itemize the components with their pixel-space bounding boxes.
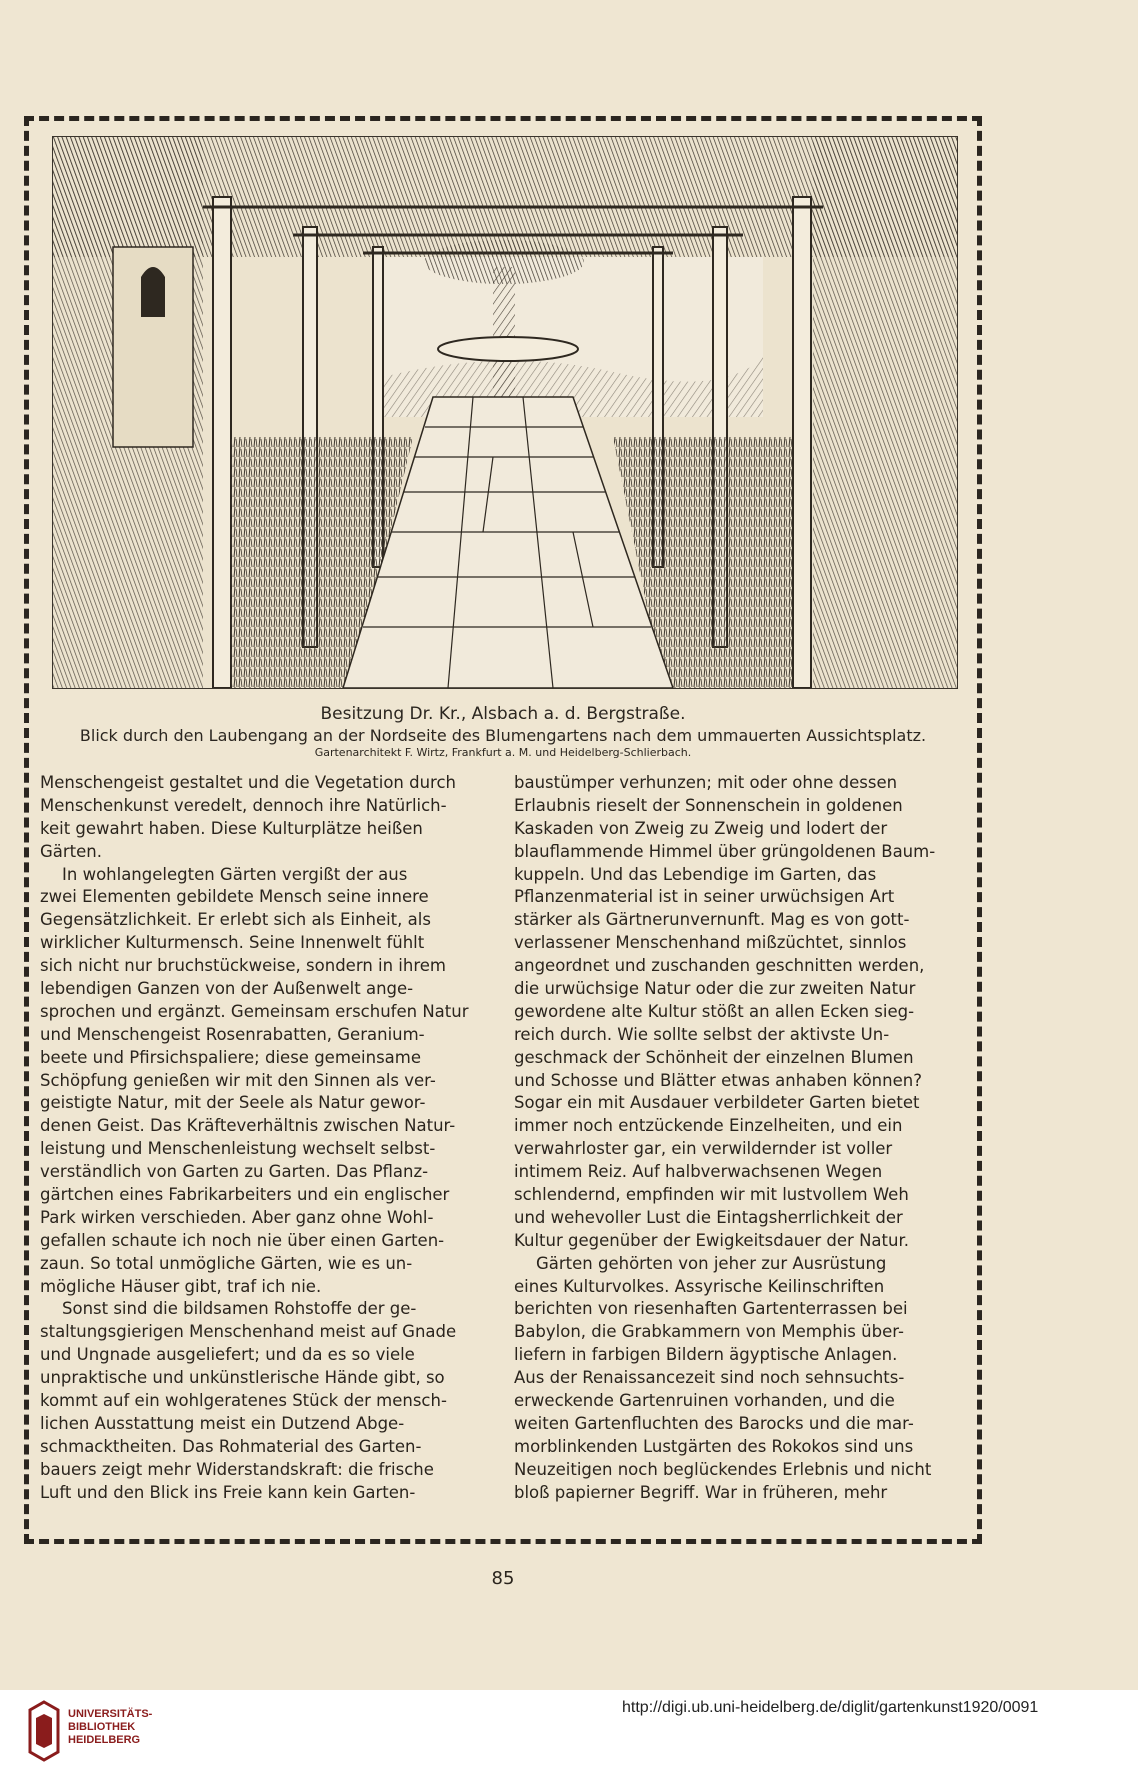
text-line: wirklicher Kulturmensch. Seine Innenwelt fühlt [40,933,425,953]
text-line: reich durch. Wie sollte selbst der aktivste Un- [514,1024,890,1044]
text-line: zwei Elementen gebildete Mensch seine innere [40,887,429,907]
page-number: 85 [491,1568,515,1589]
text-line: Kultur gegenüber der Ewigkeitsdauer der Natur. [514,1230,909,1250]
text-line: angeordnet und zuschanden geschnitten werden, [514,956,925,976]
text-line: baustümper verhunzen; mit oder ohne dessen [514,773,898,792]
text-column-right [514,772,954,1505]
text-line: gärtchen eines Fabrikarbeiters und ein englischer [40,1185,450,1205]
text-line: immer noch entzückende Einzelheiten, und ein [514,1116,903,1136]
text-line: Gärten gehörten von jeher zur Ausrüstung [536,1253,887,1273]
text-line: Babylon, die Grabkammern von Memphis über- [514,1322,904,1342]
text-line: weiten Gartenfluchten des Barocks und die mar- [514,1413,914,1433]
library-name-line: HEIDELBERG [68,1734,141,1746]
library-logo-icon [28,1700,60,1762]
text-line: Aus der Renaissancezeit sind noch sehnsuchts- [514,1368,905,1388]
text-line: und Schosse und Blätter etwas anhaben können? [514,1070,922,1090]
text-line: Park wirken verschieden. Aber ganz ohne Wohl- [40,1207,434,1227]
text-line: Gegensätzlichkeit. Er erlebt sich als Einheit, als [40,910,431,930]
text-line: gefallen schaute ich noch nie über einen Garten- [40,1230,445,1250]
text-line: die urwüchsige Natur oder die zur zweiten Natur [514,979,916,999]
caption-credit: Gartenarchitekt F. Wirtz, Frankfurt a. M. und Heidelberg-Schlierbach. [314,746,692,759]
text-line: bauers zeigt mehr Widerstandskraft: die frische [40,1459,434,1479]
text-line: zaun. So total unmögliche Gärten, wie es un- [40,1253,413,1273]
text-line: geistigte Natur, mit der Seele als Natur gewor- [40,1093,426,1113]
library-name [68,1708,152,1747]
text-line: berichten von riesenhaften Gartenterrassen bei [514,1299,908,1319]
text-line: und Menschengeist Rosenrabatten, Geranium- [40,1024,425,1044]
text-line: morblinkenden Lustgärten des Rokokos sind uns [514,1436,914,1456]
text-line: geschmack der Schönheit der einzelnen Blumen [514,1047,914,1067]
text-line: lebendigen Ganzen von der Außenwelt ange- [40,979,414,999]
pergola-illustration [52,136,958,689]
text-line: gewordene alte Kultur stößt an allen Ecken sieg- [514,1001,915,1021]
text-line: erweckende Gartenruinen vorhanden, und die [514,1391,895,1411]
text-line: blauflammende Himmel über grüngoldenen Baum- [514,841,936,861]
text-line: mögliche Häuser gibt, traf ich nie. [40,1276,322,1296]
text-line: verständlich von Garten zu Garten. Das Pflanz- [40,1162,429,1182]
text-line: bloß papierner Begriff. War in früheren, mehr [514,1482,888,1502]
source-url-link[interactable]: http://digi.ub.uni-heidelberg.de/diglit/gartenkunst1920/0091 [622,1699,1039,1716]
text-line: unpraktische und unkünstlerische Hände gibt, so [40,1368,445,1388]
text-line: Kaskaden von Zweig zu Zweig und lodert der [514,818,888,838]
text-line: Erlaubnis rieselt der Sonnenschein in goldenen [514,795,903,815]
text-line: und Ungnade ausgeliefert; und da es so viele [40,1345,415,1365]
text-line: staltungsgierigen Menschenhand meist auf Gnade [40,1322,457,1342]
text-line: eines Kulturvolkes. Assyrische Keilinschriften [514,1276,885,1296]
text-line: liefern in farbigen Bildern ägyptische Anlagen. [514,1345,898,1365]
text-line: kommt auf ein wohlgeratenes Stück der mensch- [40,1391,447,1411]
text-line: In wohlangelegten Gärten vergißt der aus [62,864,408,884]
text-line: Gärten. [40,841,103,861]
text-line: intimem Reiz. Auf halbverwachsenen Wegen [514,1162,883,1182]
library-name-line: UNIVERSITÄTS- [68,1708,153,1720]
text-line: sprochen und ergänzt. Gemeinsam erschufen Natur [40,1001,469,1021]
text-line: Sonst sind die bildsamen Rohstoffe der ge- [62,1299,417,1319]
library-name-line: BIBLIOTHEK [68,1721,136,1733]
text-line: Luft und den Blick ins Freie kann kein Garten- [40,1482,416,1502]
text-line: schlendernd, empfinden wir mit lustvollem Weh [514,1185,909,1205]
text-line: verlassener Menschenhand mißzüchtet, sinnlos [514,933,907,953]
caption-title: Besitzung Dr. Kr., Alsbach a. d. Bergstraße. [320,704,686,724]
text-line: stärker als Gärtnerunvernunft. Mag es von gott- [514,910,910,930]
text-line: und wehevoller Lust die Eintagsherrlichkeit der [514,1207,903,1227]
text-line: kuppeln. Und das Lebendige im Garten, das [514,864,877,884]
text-line: lichen Ausstattung meist ein Dutzend Abge- [40,1413,405,1433]
text-line: Sogar ein mit Ausdauer verbildeter Garten bietet [514,1093,920,1113]
caption-description: Blick durch den Laubengang an der Nordseite des Blumengartens nach dem ummauerten Aussichtsplatz. [79,726,927,745]
text-line: beete und Pfirsichspaliere; diese gemeinsame [40,1047,422,1067]
text-line: sich nicht nur bruchstückweise, sondern in ihrem [40,956,446,976]
text-line: Neuzeitigen noch beglückendes Erlebnis und nicht [514,1459,932,1479]
text-column-left [40,772,480,1505]
text-line: verwahrloster gar, ein verwildernder ist voller [514,1139,893,1159]
text-line: Schöpfung genießen wir mit den Sinnen als ver- [40,1070,436,1090]
text-line: Menschenkunst veredelt, dennoch ihre Natürlich- [40,795,447,815]
text-line: schmacktheiten. Das Rohmaterial des Garten- [40,1436,422,1456]
text-line: leistung und Menschenleistung wechselt selbst- [40,1139,436,1159]
text-line: Menschengeist gestaltet und die Vegetation durch [40,773,457,792]
text-line: Pflanzenmaterial ist in seiner urwüchsigen Art [514,887,895,907]
text-line: keit gewahrt haben. Diese Kulturplätze heißen [40,818,423,838]
text-line: denen Geist. Das Kräfteverhältnis zwischen Natur- [40,1116,456,1136]
